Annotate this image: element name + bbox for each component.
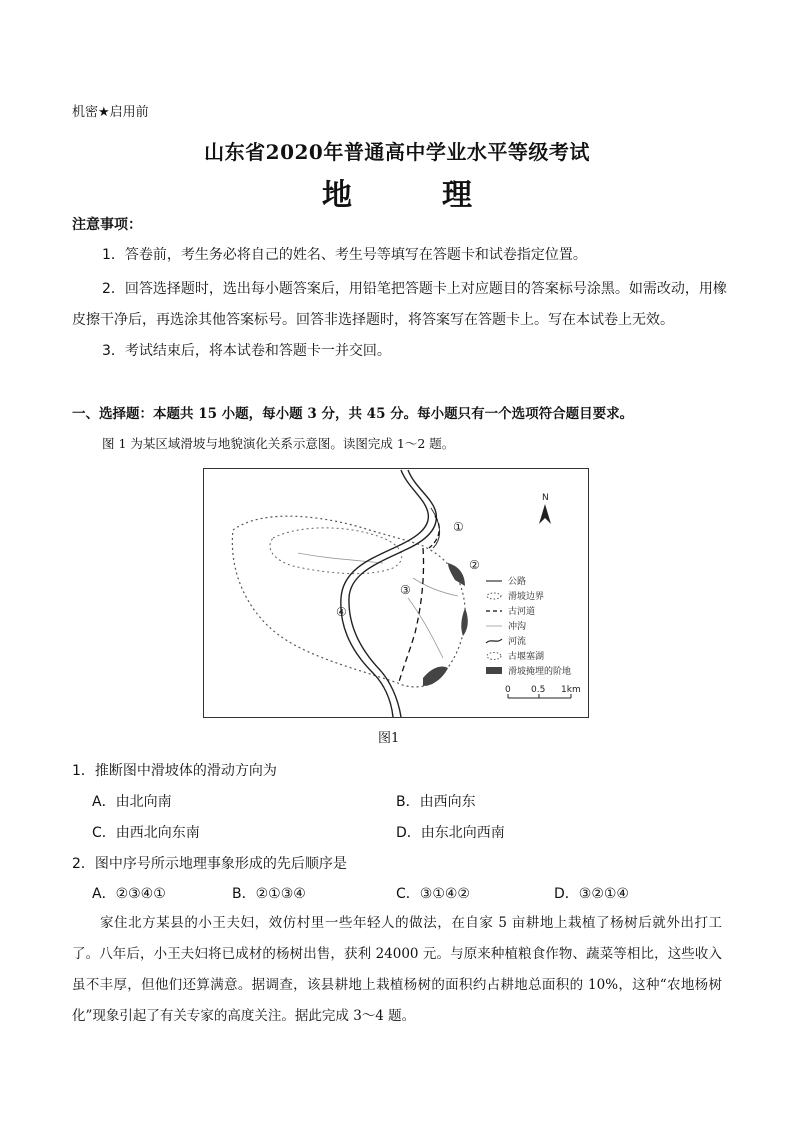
marker-1: ① (453, 520, 464, 534)
legend-terrace: 滑坡掩埋的阶地 (508, 667, 572, 677)
figure-caption: 图1 (378, 731, 400, 746)
question-1-stem: 1．推断图中滑坡体的滑动方向为 (72, 763, 277, 779)
q2-option-c: C．③①④② (396, 886, 470, 902)
legend-road: 公路 (508, 577, 527, 587)
marker-2: ② (469, 558, 480, 572)
q2-option-a: A．②③④① (92, 886, 166, 902)
figure-intro: 图 1 为某区域滑坡与地貌演化关系示意图。读图完成 1～2 题。 (102, 436, 455, 451)
q1-option-c: C．由西北向东南 (92, 825, 200, 841)
scale-0: 0 (505, 685, 511, 695)
legend-boundary: 滑坡边界 (508, 592, 545, 602)
north-label: N (542, 493, 549, 503)
notice-item-2: 2．回答选择题时，选出每小题答案后，用铅笔把答题卡上对应题目的答案标号涂黑。如需改动，用橡 (102, 281, 727, 297)
legend-ancient-channel: 古河道 (508, 607, 536, 617)
notice-item-3: 3．考试结束后，将本试卷和答题卡一并交回。 (102, 343, 391, 359)
q2-option-b: B．②①③④ (232, 886, 306, 902)
legend-gully: 冲沟 (508, 622, 527, 632)
q1-option-a: A．由北向南 (92, 794, 172, 810)
notice-item-1: 1．答卷前，考生务必将自己的姓名、考生号等填写在答题卡和试卷指定位置。 (102, 247, 587, 263)
q1-option-d: D．由东北向西南 (396, 825, 505, 841)
scale-05: 0.5 (531, 685, 546, 695)
marker-3: ③ (400, 583, 411, 597)
question-2-stem: 2．图中序号所示地理事象形成的先后顺序是 (72, 856, 347, 872)
legend-lake: 古堰塞湖 (508, 652, 545, 662)
subject-title: 地 理 (322, 178, 502, 213)
q1-option-b: B．由西向东 (396, 794, 476, 810)
notice-heading: 注意事项： (72, 217, 142, 233)
notice-item-2-cont: 皮擦干净后，再选涂其他答案标号。回答非选择题时，将答案写在答题卡上。写在本试卷上无效。 (72, 312, 674, 328)
exam-title: 山东省2020年普通高中学业水平等级考试 (204, 140, 590, 164)
scale-1km: 1km (561, 685, 581, 695)
section-heading: 一、选择题：本题共 15 小题，每小题 3 分，共 45 分。每小题只有一个选项符合题目要求。 (72, 406, 634, 422)
secret-label: 机密★启用前 (72, 105, 149, 120)
legend-river: 河流 (508, 637, 527, 647)
landslide-map (203, 468, 589, 718)
marker-4: ④ (336, 605, 347, 619)
q2-option-d: D．③②①④ (554, 886, 629, 902)
reading-passage: 家住北方某县的小王夫妇，效仿村里一些年轻人的做法，在自家 5 亩耕地上栽植了杨树后就外出打工了。八年后，小王夫妇将已成材的杨树出售，获利 24000 元。与原来种植粮食作物、蔬菜等相比，这些收入虽不丰厚，但他们还算满意。据调查，该县耕地上栽植杨树的面积约占耕地总面积的 10%，这种“农地杨树化”现象引起了有关专家的高度关注。据此完成 3～4 题。 (72, 915, 722, 1024)
